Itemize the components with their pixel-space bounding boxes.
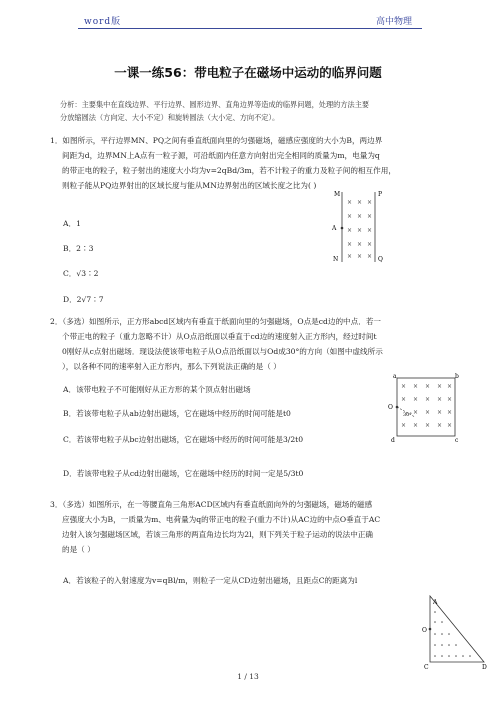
svg-text:×: × [367,227,373,234]
angle-label: 30° [403,412,412,418]
svg-text:×: × [367,253,373,260]
svg-text:×: × [367,199,373,206]
question-3-figure [418,592,488,670]
figure-label-a: a [393,373,397,380]
figure-label-a: A [332,225,337,232]
svg-text:×: × [401,422,407,429]
question-2-option-b: B．若该带电粒子从ab边射出磁场，它在磁场中经历的时间可能是t0 [63,409,291,418]
question-2-line: 个带正电的粒子（重力忽略不计）从O点沿纸面以垂直于cd边的速度射入正方形内，经过时间t [62,332,377,341]
svg-text:×: × [401,383,407,390]
figure-label-c: c [455,437,459,444]
svg-text:×: × [367,213,373,220]
svg-text:×: × [347,227,353,234]
figure-label-q: Q [378,256,383,263]
svg-text:×: × [413,422,419,429]
figure-label-a: A [433,599,438,606]
header-left: word版 [84,17,122,27]
question-1-option-a: A．1 [63,219,81,228]
question-1-line: 的带正电的粒子，粒子射出的速度大小均为v=2qBd/3m，若不计粒子的重力及粒子间的相互作用， [62,166,396,175]
page-number: 1 / 13 [237,672,259,681]
svg-text:×: × [357,199,363,206]
q3-field-dots [434,611,471,657]
question-2-figure [385,372,460,444]
question-1-line: 1．如图所示，平行边界MN、PQ之间有垂直纸面向里的匀强磁场，磁感应强度的大小为B，两边界 [50,136,383,145]
q2-field-crosses [401,383,452,429]
question-1-option-c: C．√3∶2 [63,269,99,278]
question-1-option-d: D．2√7∶7 [63,295,104,304]
question-1-line: 间距为d，边界MN上A点有一粒子源，可沿纸面内任意方向射出完全相同的质量为m，电量为q [62,151,380,160]
header-right: 高中物理 [375,17,412,27]
question-3-option-a: A．若该粒子的入射速度为v=qBl/m，则粒子一定从CD边射出磁场，且距点C的距离为l [63,576,358,585]
page-title: 一课一练56：带电粒子在磁场中运动的临界问题 [114,65,382,80]
analysis-line: 分放缩圆法（方向定、大小不定）和旋转圆法（大小定、方向不定）。 [60,113,280,122]
question-1-stem [50,133,396,193]
svg-text:×: × [347,199,353,206]
svg-text:×: × [437,383,443,390]
figure-label-d: d [391,437,395,444]
svg-text:×: × [347,213,353,220]
question-3-line: 的是（ ） [62,545,95,554]
svg-text:×: × [413,383,419,390]
svg-text:×: × [447,396,453,403]
analysis-text [60,98,450,124]
svg-text:×: × [401,396,407,403]
figure-label-c: C [424,664,429,670]
figure-label-o: O [388,404,393,411]
page-header [78,12,422,29]
question-3-line: 边射入该匀强磁场区域，若该三角形的两直角边长均为2l，则下列关于粒子运动的说法中正确 [62,530,374,539]
svg-text:×: × [447,383,453,390]
figure-label-b: b [455,373,459,380]
question-3-line: 3．（多选）如图所示，在一等腰直角三角形ACD区域内有垂直纸面向外的匀强磁场，磁场的磁感 [50,500,373,509]
q1-field-crosses [347,199,372,260]
svg-text:×: × [413,396,419,403]
svg-text:×: × [447,422,453,429]
question-2-line: ），以各种不同的速率射入正方形内，那么下列说法正确的是（ ） [62,362,281,371]
figure-label-p: P [378,191,383,198]
question-2-option-c: C．若该带电粒子从bc边射出磁场，它在磁场中经历的时间可能是3/2t0 [63,435,304,444]
figure-label-o: O [422,627,427,634]
svg-text:×: × [437,409,443,416]
svg-text:×: × [437,422,443,429]
figure-label-n: N [333,256,339,263]
svg-text:×: × [347,241,353,248]
question-1-option-b: B．2∶3 [63,244,94,253]
question-2-option-a: A．该带电粒子不可能刚好从正方形的某个顶点射出磁场 [63,385,251,394]
question-2-line: 2．（多选）如图所示，正方形abcd区域内有垂直于纸面向里的匀强磁场，O点是cd边的中点．若一 [50,317,382,326]
question-2-stem [50,314,383,374]
svg-text:×: × [425,409,431,416]
svg-text:×: × [357,253,363,260]
source-point-a [341,227,344,230]
svg-text:×: × [413,409,419,416]
figure-label-m: M [334,191,341,198]
question-2-option-d: D．若该带电粒子从cd边射出磁场，它在磁场中经历的时间一定是5/3t0 [63,469,304,478]
question-2-line: 0刚好从c点射出磁场．现设法使该带电粒子从O点沿纸面以与Od成30°的方向（如图中虚线所示 [62,347,383,356]
svg-text:×: × [347,253,353,260]
entry-point-o [429,628,432,631]
svg-text:×: × [357,241,363,248]
question-3-stem [50,497,380,557]
svg-text:×: × [425,383,431,390]
question-3-line: 应强度大小为B，一质量为m、电荷量为q的带正电的粒子(重力不计)从AC边的中点O垂直于AC [62,515,381,524]
svg-text:×: × [357,227,363,234]
svg-text:×: × [425,396,431,403]
figure-label-d: D [482,664,487,670]
svg-text:×: × [357,213,363,220]
analysis-line: 分析：主要集中在直线边界、平行边界、圆形边界、直角边界等造成的临界问题，处理的方法主要 [60,100,370,109]
svg-text:×: × [425,422,431,429]
svg-text:×: × [447,409,453,416]
question-1-figure [330,188,390,266]
svg-text:×: × [437,396,443,403]
svg-text:×: × [367,241,373,248]
question-1-line: 则粒子能从PQ边界射出的区域长度与能从MN边界射出的区域长度之比为( ) [62,181,317,190]
